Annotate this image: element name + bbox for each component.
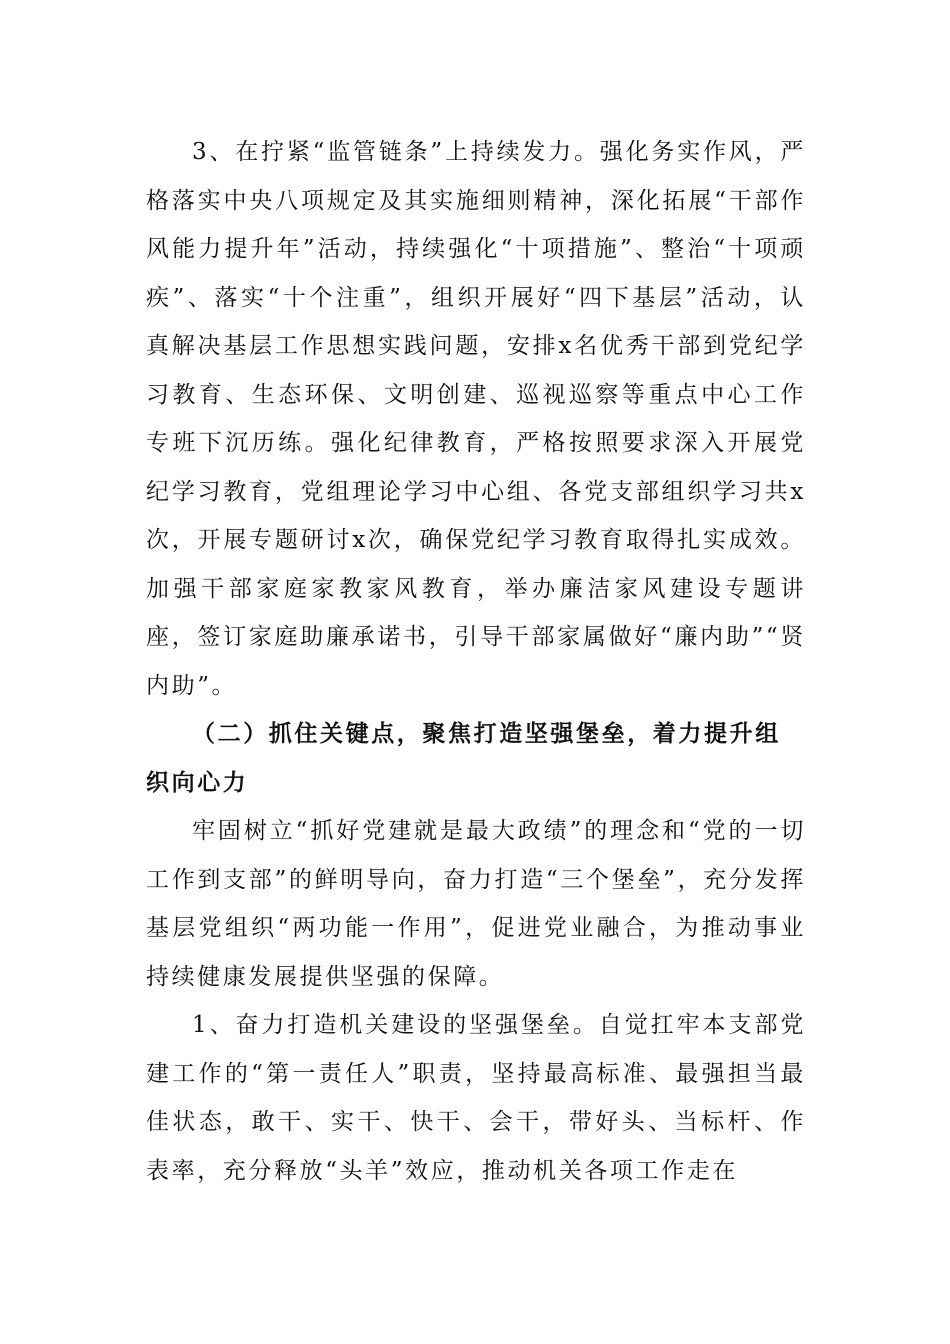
- paragraph-party-building-philosophy: 牢固树立“抓好党建就是最大政绩”的理念和“党的一切工作到支部”的鲜明导向，奋力打造“三个堡垒”，充分发挥基层党组织“两功能一作用”，促进党业融合，为推动事业持续健康发展提供坚强的保障。: [146, 818, 806, 990]
- section-heading-2: （二）抓住关键点，聚焦打造坚强堡垒，着力提升组织向心力: [146, 720, 781, 796]
- paragraph-organ-fortress: 1、奋力打造机关建设的坚强堡垒。自觉扛牢本支部党建工作的“第一责任人”职责，坚持最高标准、最强担当最佳状态，敢干、实干、快干、会干，带好头、当标杆、作表率，充分释放“头羊”效应，推动机关各项工作走在: [146, 1012, 806, 1184]
- document-body: [146, 128, 806, 1195]
- paragraph-supervision-chain: 3、在拧紧“监管链条”上持续发力。强化务实作风，严格落实中央八项规定及其实施细则精神，深化拓展“干部作风能力提升年”活动，持续强化“十项措施”、整治“十项顽疾”、落实“十个注重”，组织开展好“四下基层”活动，认真解决基层工作思想实践问题，安排x名优秀干部到党纪学习教育、生态环保、文明创建、巡视巡察等重点中心工作专班下沉历练。强化纪律教育，严格按照要求深入开展党纪学习教育，党组理论学习中心组、各党支部组织学习共x次，开展专题研讨x次，确保党纪学习教育取得扎实成效。加强干部家庭家教家风教育，举办廉洁家风建设专题讲座，签订家庭助廉承诺书，引导干部家属做好“廉内助”“贤内助”。: [146, 139, 806, 699]
